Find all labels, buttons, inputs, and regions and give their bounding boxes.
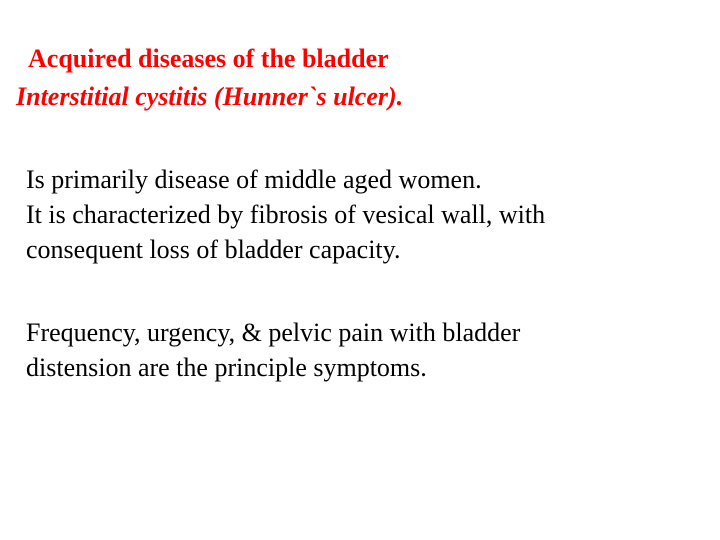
slide-subtitle: Interstitial cystitis (Hunner`s ulcer). — [16, 82, 404, 111]
paragraph-symptoms — [26, 315, 520, 385]
paragraph-description — [26, 162, 545, 267]
paragraph-line: It is characterized by fibrosis of vesical wall, with — [26, 200, 546, 229]
paragraph-line: distension are the principle symptoms. — [26, 353, 427, 382]
paragraph-line: consequent loss of bladder capacity. — [26, 235, 401, 264]
paragraph-line: Is primarily disease of middle aged women. — [26, 165, 482, 194]
slide-title: Acquired diseases of the bladder — [28, 44, 389, 73]
paragraph-line: Frequency, urgency, & pelvic pain with bladder — [26, 318, 521, 347]
